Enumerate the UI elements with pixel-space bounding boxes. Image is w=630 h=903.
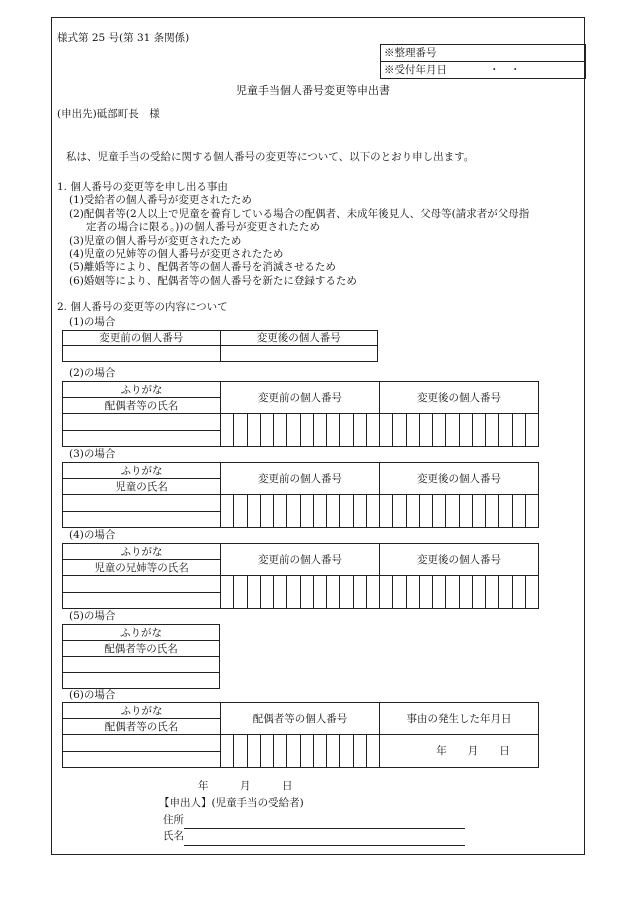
name-field[interactable]	[63, 751, 221, 768]
section2-heading: 2. 個人番号の変更等の内容について	[57, 301, 228, 313]
reason-4: (4)児童の兄姉等の個人番号が変更されたため	[69, 248, 284, 260]
case4-label: (4)の場合	[69, 529, 116, 541]
intro-text: 私は、児童手当の受給に関する個人番号の変更等について、以下のとおり申し出ます。	[66, 151, 475, 163]
spouse-name-header: 配偶者等の氏名	[63, 398, 221, 414]
before-number-header: 変更前の個人番号	[221, 382, 380, 414]
case6-table	[62, 702, 539, 768]
reason-5: (5)離婚等により、配偶者等の個人番号を消滅させるため	[69, 261, 336, 273]
reason-2: (2)配偶者等(2人以上で児童を養育している場合の配偶者、未成年後見人、父母等(請求者が父母指	[69, 208, 530, 220]
furigana-header: ふりがな	[63, 463, 221, 479]
furigana-field[interactable]	[63, 735, 221, 752]
furigana-header: ふりがな	[63, 703, 221, 719]
address-label: 住所	[163, 814, 184, 826]
after-number-field[interactable]	[380, 414, 539, 447]
after-number-header: 変更後の個人番号	[380, 382, 539, 414]
case6-label: (6)の場合	[69, 689, 116, 701]
event-date-header: 事由の発生した年月日	[380, 703, 539, 735]
after-number-header: 変更後の個人番号	[380, 463, 539, 495]
after-number-field[interactable]	[380, 576, 539, 609]
applicant-label: 【申出人】(児童手当の受給者)	[159, 797, 304, 809]
furigana-header: ふりがな	[63, 382, 221, 398]
furigana-field[interactable]	[63, 657, 220, 673]
child-name-header: 児童の氏名	[63, 479, 221, 495]
after-number-header: 変更後の個人番号	[220, 331, 378, 346]
recipient: (申出先)砥部町長 様	[57, 108, 160, 120]
sibling-name-header: 児童の兄姉等の氏名	[63, 560, 221, 576]
uketsuke-label: ※受付年月日 ・ ・	[381, 62, 586, 79]
before-number-header: 変更前の個人番号	[221, 463, 380, 495]
furigana-field[interactable]	[63, 576, 221, 593]
event-date-field[interactable]: 年 月 日	[380, 735, 539, 768]
reason-3: (3)児童の個人番号が変更されたため	[69, 235, 242, 247]
before-number-header: 変更前の個人番号	[221, 544, 380, 576]
reason-2-cont: 定者の場合に限る。))の個人番号が変更されたため	[86, 221, 320, 233]
office-use-box	[380, 44, 586, 79]
after-number-field[interactable]	[380, 495, 539, 528]
seiri-label: ※整理番号	[381, 45, 586, 62]
spouse-number-header: 配偶者等の個人番号	[221, 703, 380, 735]
furigana-header: ふりがな	[63, 544, 221, 560]
case3-table	[62, 462, 539, 528]
name-field[interactable]	[63, 592, 221, 609]
name-field[interactable]	[63, 430, 221, 447]
page-title: 児童手当個人番号変更等申出書	[236, 84, 390, 97]
furigana-header: ふりがな	[63, 625, 220, 641]
after-number-field[interactable]	[220, 346, 378, 362]
after-number-header: 変更後の個人番号	[380, 544, 539, 576]
case1-label: (1)の場合	[69, 316, 116, 328]
case3-label: (3)の場合	[69, 448, 116, 460]
name-field[interactable]	[63, 511, 221, 528]
reason-1: (1)受給者の個人番号が変更されたため	[69, 194, 252, 206]
spouse-name-header: 配偶者等の氏名	[63, 719, 221, 735]
footer-date: 年 月 日	[198, 780, 293, 792]
section1-heading: 1. 個人番号の変更等を申し出る事由	[57, 181, 228, 193]
reason-6: (6)婚姻等により、配偶者等の個人番号を新たに登録するため	[69, 275, 357, 287]
name-field[interactable]	[63, 673, 220, 689]
spouse-number-field[interactable]	[221, 735, 380, 768]
name-line[interactable]	[184, 845, 465, 846]
case5-label: (5)の場合	[69, 610, 116, 622]
form-number: 様式第 25 号(第 31 条関係)	[57, 32, 190, 44]
before-number-field[interactable]	[63, 346, 221, 362]
case2-table	[62, 381, 539, 447]
case5-table	[62, 624, 220, 689]
case1-table	[62, 330, 378, 362]
address-line[interactable]	[184, 828, 465, 829]
spouse-name-header: 配偶者等の氏名	[63, 641, 220, 657]
name-label: 氏名	[163, 830, 184, 842]
before-number-field[interactable]	[221, 576, 380, 609]
furigana-field[interactable]	[63, 414, 221, 431]
case4-table	[62, 543, 539, 609]
case2-label: (2)の場合	[69, 367, 116, 379]
before-number-header: 変更前の個人番号	[63, 331, 221, 346]
before-number-field[interactable]	[221, 414, 380, 447]
before-number-field[interactable]	[221, 495, 380, 528]
furigana-field[interactable]	[63, 495, 221, 512]
